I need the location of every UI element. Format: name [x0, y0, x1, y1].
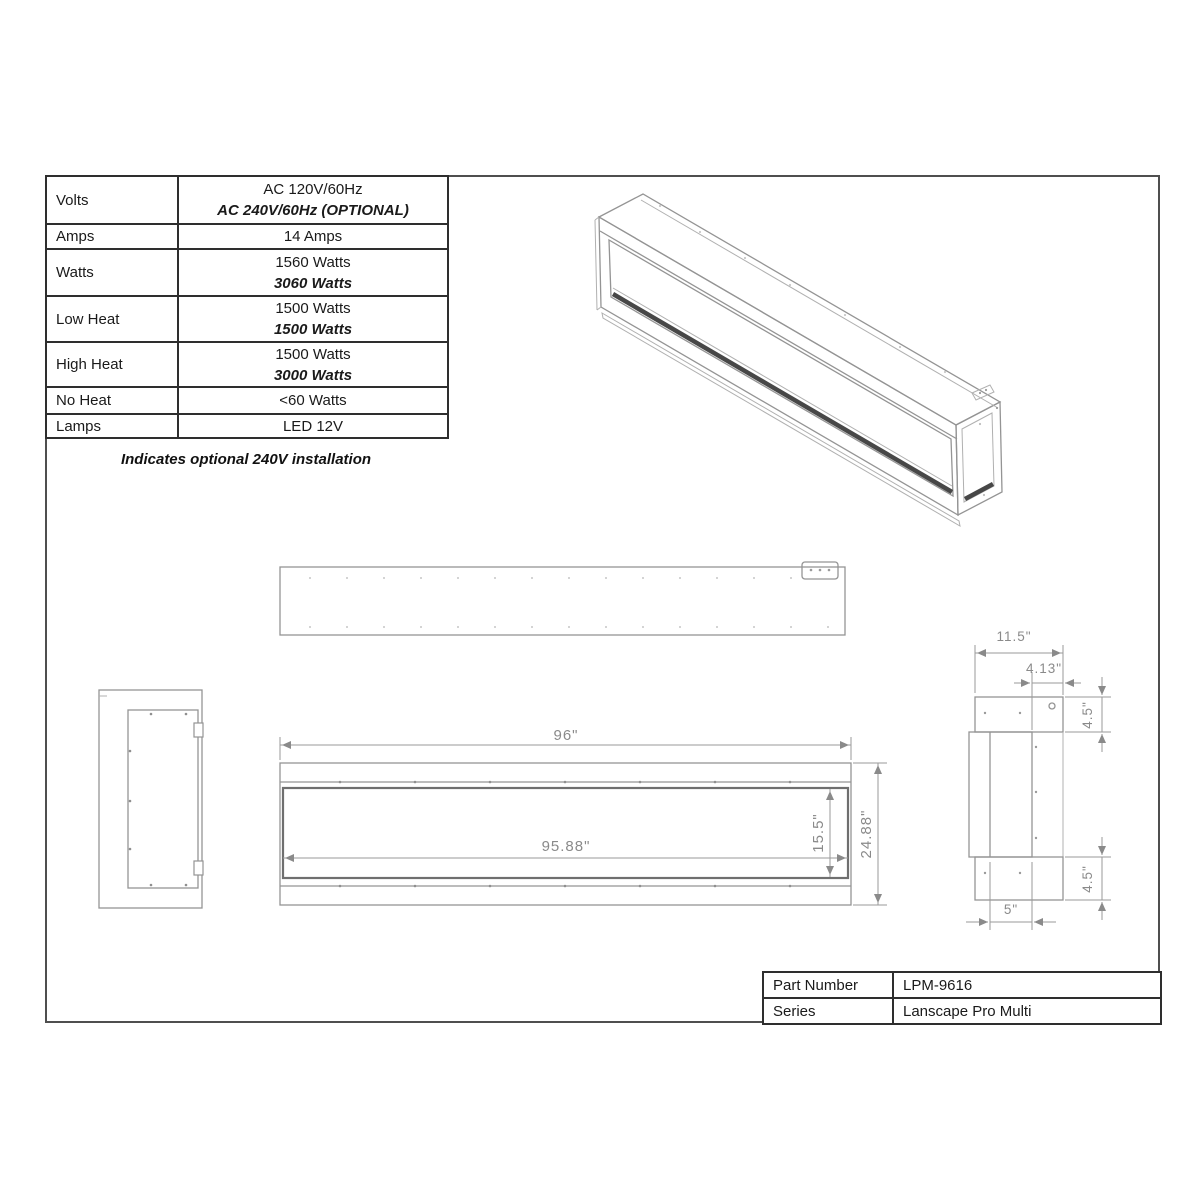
spec-value-line2-optional: 3000 Watts	[273, 366, 353, 384]
part-number-value: LPM-9616	[893, 972, 1161, 998]
spec-value-line1: 1500 Watts	[275, 345, 351, 363]
part-number-label: Part Number	[763, 972, 893, 998]
series-label: Series	[763, 998, 893, 1024]
side-view-screw-dots	[129, 713, 188, 887]
section-screw-dots	[984, 712, 1037, 874]
top-view-screw-dots	[309, 577, 829, 628]
spec-label-amps: Amps	[46, 224, 178, 249]
dim-opening-width: 95.88"	[541, 838, 591, 855]
optional-240v-note: Indicates optional 240V installation	[120, 451, 372, 468]
dim-overall-height: 24.88"	[858, 809, 875, 859]
dim-depth: 11.5"	[996, 629, 1032, 644]
spec-label-high-heat: High Heat	[46, 342, 178, 387]
spec-value-line1: 1500 Watts	[275, 300, 351, 317]
dim-bottom-depth: 5"	[1003, 902, 1019, 917]
dim-overall-width: 96"	[553, 727, 579, 744]
spec-value-line1: LED 12V	[282, 417, 344, 435]
spec-label-no-heat: No Heat	[46, 387, 178, 414]
front-view-screw-dots	[339, 781, 792, 888]
spec-value-line2-optional: AC 240V/60Hz (OPTIONAL)	[217, 202, 409, 219]
series-value: Lanscape Pro Multi	[893, 998, 1161, 1024]
spec-value-line1: <60 Watts	[279, 392, 347, 409]
side-view	[99, 690, 203, 908]
spec-value-line1: 1560 Watts	[275, 253, 351, 271]
dim-top-height: 4.5"	[1080, 701, 1095, 729]
isometric-view	[595, 194, 1002, 526]
spec-label-watts: Watts	[46, 249, 178, 296]
spec-label-low-heat: Low Heat	[46, 296, 178, 342]
spec-label-volts: Volts	[46, 176, 178, 224]
spec-value-line1: 14 Amps	[283, 228, 343, 245]
front-view	[280, 727, 887, 905]
top-view	[280, 562, 845, 635]
dim-opening-height: 15.5"	[810, 813, 827, 853]
spec-value-line2-optional: 3060 Watts	[273, 274, 353, 292]
section-view	[966, 629, 1111, 930]
spec-value-line1: AC 120V/60Hz	[263, 181, 363, 198]
spec-value-line2-optional: 1500 Watts	[273, 321, 353, 338]
dim-top-depth: 4.13"	[1025, 661, 1063, 676]
dim-bottom-height: 4.5"	[1080, 865, 1095, 893]
spec-label-lamps: Lamps	[46, 414, 178, 438]
